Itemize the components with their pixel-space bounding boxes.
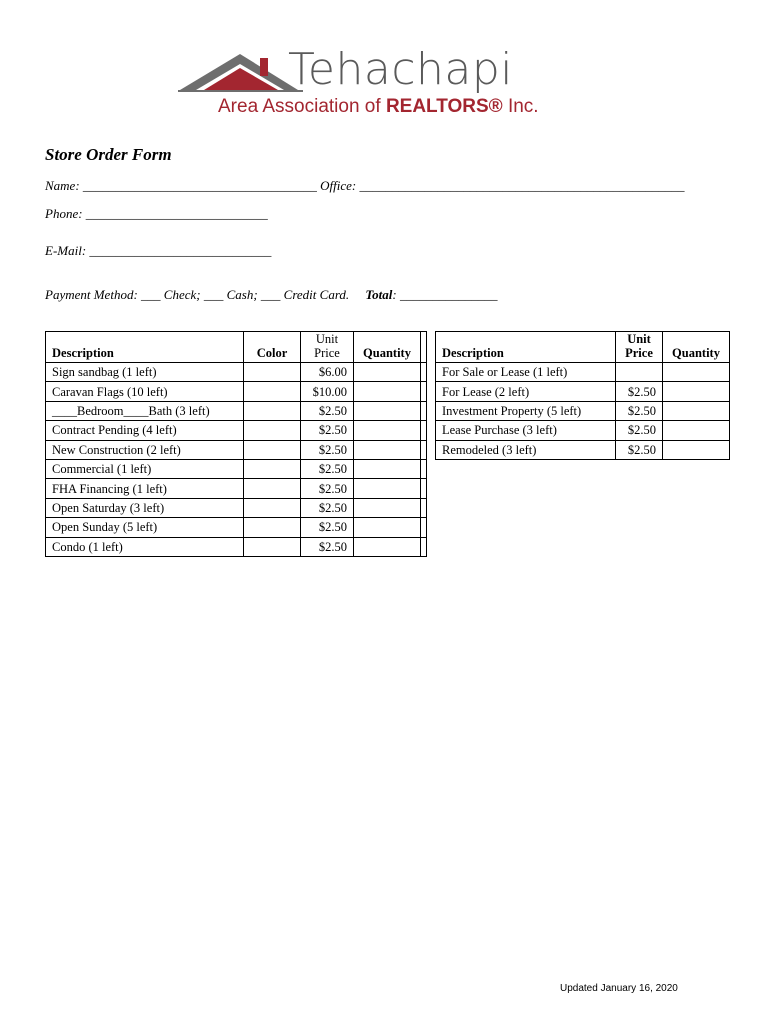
- table-row: [436, 401, 730, 420]
- updated-date: Updated January 16, 2020: [560, 983, 678, 994]
- order-table-left: [45, 331, 427, 557]
- column-header-unit-price: Unit Price: [301, 332, 354, 363]
- item-description: Contract Pending (4 left): [46, 421, 244, 440]
- item-description: FHA Financing (1 left): [46, 479, 244, 498]
- quantity-cell[interactable]: [354, 518, 421, 537]
- table-row: [46, 459, 427, 478]
- quantity-cell[interactable]: [354, 537, 421, 556]
- table-row: [46, 537, 427, 556]
- column-header-unit-price: Unit Price: [616, 332, 663, 363]
- table-row: [46, 421, 427, 440]
- item-description: Caravan Flags (10 left): [46, 382, 244, 401]
- column-header-description: Description: [46, 332, 244, 363]
- item-description: For Lease (2 left): [436, 382, 616, 401]
- table-row: [46, 401, 427, 420]
- quantity-cell[interactable]: [354, 382, 421, 401]
- item-description: Commercial (1 left): [46, 459, 244, 478]
- item-description: Condo (1 left): [46, 537, 244, 556]
- quantity-cell[interactable]: [354, 479, 421, 498]
- payment-options[interactable]: ___ Check; ___ Cash; ___ Credit Card.: [141, 287, 350, 302]
- item-description: New Construction (2 left): [46, 440, 244, 459]
- column-spacer: [421, 440, 427, 459]
- table-row: [46, 440, 427, 459]
- unit-price: $2.50: [301, 479, 354, 498]
- column-spacer: [421, 363, 427, 382]
- color-cell[interactable]: [244, 518, 301, 537]
- quantity-cell[interactable]: [354, 459, 421, 478]
- item-description: Open Sunday (5 left): [46, 518, 244, 537]
- unit-price: $2.50: [301, 498, 354, 517]
- unit-price: $2.50: [301, 459, 354, 478]
- table-row: [436, 440, 730, 459]
- phone-line: Phone: ____________________________: [45, 206, 268, 221]
- table-row: [46, 382, 427, 401]
- color-cell[interactable]: [244, 363, 301, 382]
- column-spacer: [421, 537, 427, 556]
- column-spacer: [421, 479, 427, 498]
- quantity-cell[interactable]: [663, 382, 730, 401]
- color-cell[interactable]: [244, 459, 301, 478]
- table-row: [436, 421, 730, 440]
- color-cell[interactable]: [244, 421, 301, 440]
- quantity-cell[interactable]: [663, 440, 730, 459]
- unit-price: $10.00: [301, 382, 354, 401]
- column-header-description: Description: [436, 332, 616, 363]
- name-field[interactable]: ____________________________________: [82, 178, 317, 193]
- association-logo: [178, 44, 578, 126]
- name-office-line: Name: ____________________________________ Office: __________________________________________________: [45, 178, 685, 193]
- total-label: Total: [365, 287, 393, 302]
- column-header-quantity: Quantity: [354, 332, 421, 363]
- unit-price: $2.50: [616, 382, 663, 401]
- quantity-cell[interactable]: [663, 401, 730, 420]
- color-cell[interactable]: [244, 479, 301, 498]
- column-header-quantity: Quantity: [663, 332, 730, 363]
- quantity-cell[interactable]: [354, 363, 421, 382]
- unit-price: [616, 363, 663, 382]
- column-spacer: [421, 518, 427, 537]
- unit-price: $2.50: [301, 518, 354, 537]
- unit-price: $2.50: [616, 440, 663, 459]
- column-header-color: Color: [244, 332, 301, 363]
- color-cell[interactable]: [244, 537, 301, 556]
- unit-price: $2.50: [301, 537, 354, 556]
- column-spacer: [421, 498, 427, 517]
- column-spacer: [421, 332, 427, 363]
- column-spacer: [421, 459, 427, 478]
- column-spacer: [421, 421, 427, 440]
- table-row: [46, 498, 427, 517]
- item-description: Investment Property (5 left): [436, 401, 616, 420]
- item-description: ____Bedroom____Bath (3 left): [46, 401, 244, 420]
- logo-subtitle: Area Association of REALTORS® Inc.: [218, 96, 539, 117]
- unit-price: $6.00: [301, 363, 354, 382]
- quantity-cell[interactable]: [663, 421, 730, 440]
- payment-line: Payment Method: ___ Check; ___ Cash; ___ Credit Card. Total: _______________: [45, 287, 498, 302]
- unit-price: $2.50: [616, 421, 663, 440]
- unit-price: $2.50: [301, 440, 354, 459]
- email-field[interactable]: ____________________________: [89, 243, 272, 258]
- column-spacer: [421, 401, 427, 420]
- unit-price: $2.50: [301, 421, 354, 440]
- email-line: E-Mail: ____________________________: [45, 243, 272, 258]
- table-row: [46, 479, 427, 498]
- quantity-cell[interactable]: [663, 363, 730, 382]
- table-row: [436, 382, 730, 401]
- table-row: [46, 363, 427, 382]
- table-row: [436, 363, 730, 382]
- color-cell[interactable]: [244, 382, 301, 401]
- order-table-right: [435, 331, 730, 460]
- phone-field[interactable]: ____________________________: [85, 206, 268, 221]
- column-spacer: [421, 382, 427, 401]
- quantity-cell[interactable]: [354, 498, 421, 517]
- form-title: Store Order Form: [45, 145, 172, 164]
- unit-price: $2.50: [301, 401, 354, 420]
- item-description: Lease Purchase (3 left): [436, 421, 616, 440]
- office-field[interactable]: __________________________________________________: [359, 178, 685, 193]
- item-description: Remodeled (3 left): [436, 440, 616, 459]
- unit-price: $2.50: [616, 401, 663, 420]
- total-field[interactable]: : _______________: [392, 287, 498, 302]
- color-cell[interactable]: [244, 401, 301, 420]
- item-description: For Sale or Lease (1 left): [436, 363, 616, 382]
- color-cell[interactable]: [244, 440, 301, 459]
- item-description: Sign sandbag (1 left): [46, 363, 244, 382]
- item-description: Open Saturday (3 left): [46, 498, 244, 517]
- color-cell[interactable]: [244, 498, 301, 517]
- quantity-cell[interactable]: [354, 421, 421, 440]
- logo-title: Tehachapi: [288, 44, 514, 95]
- table-row: [46, 518, 427, 537]
- quantity-cell[interactable]: [354, 401, 421, 420]
- quantity-cell[interactable]: [354, 440, 421, 459]
